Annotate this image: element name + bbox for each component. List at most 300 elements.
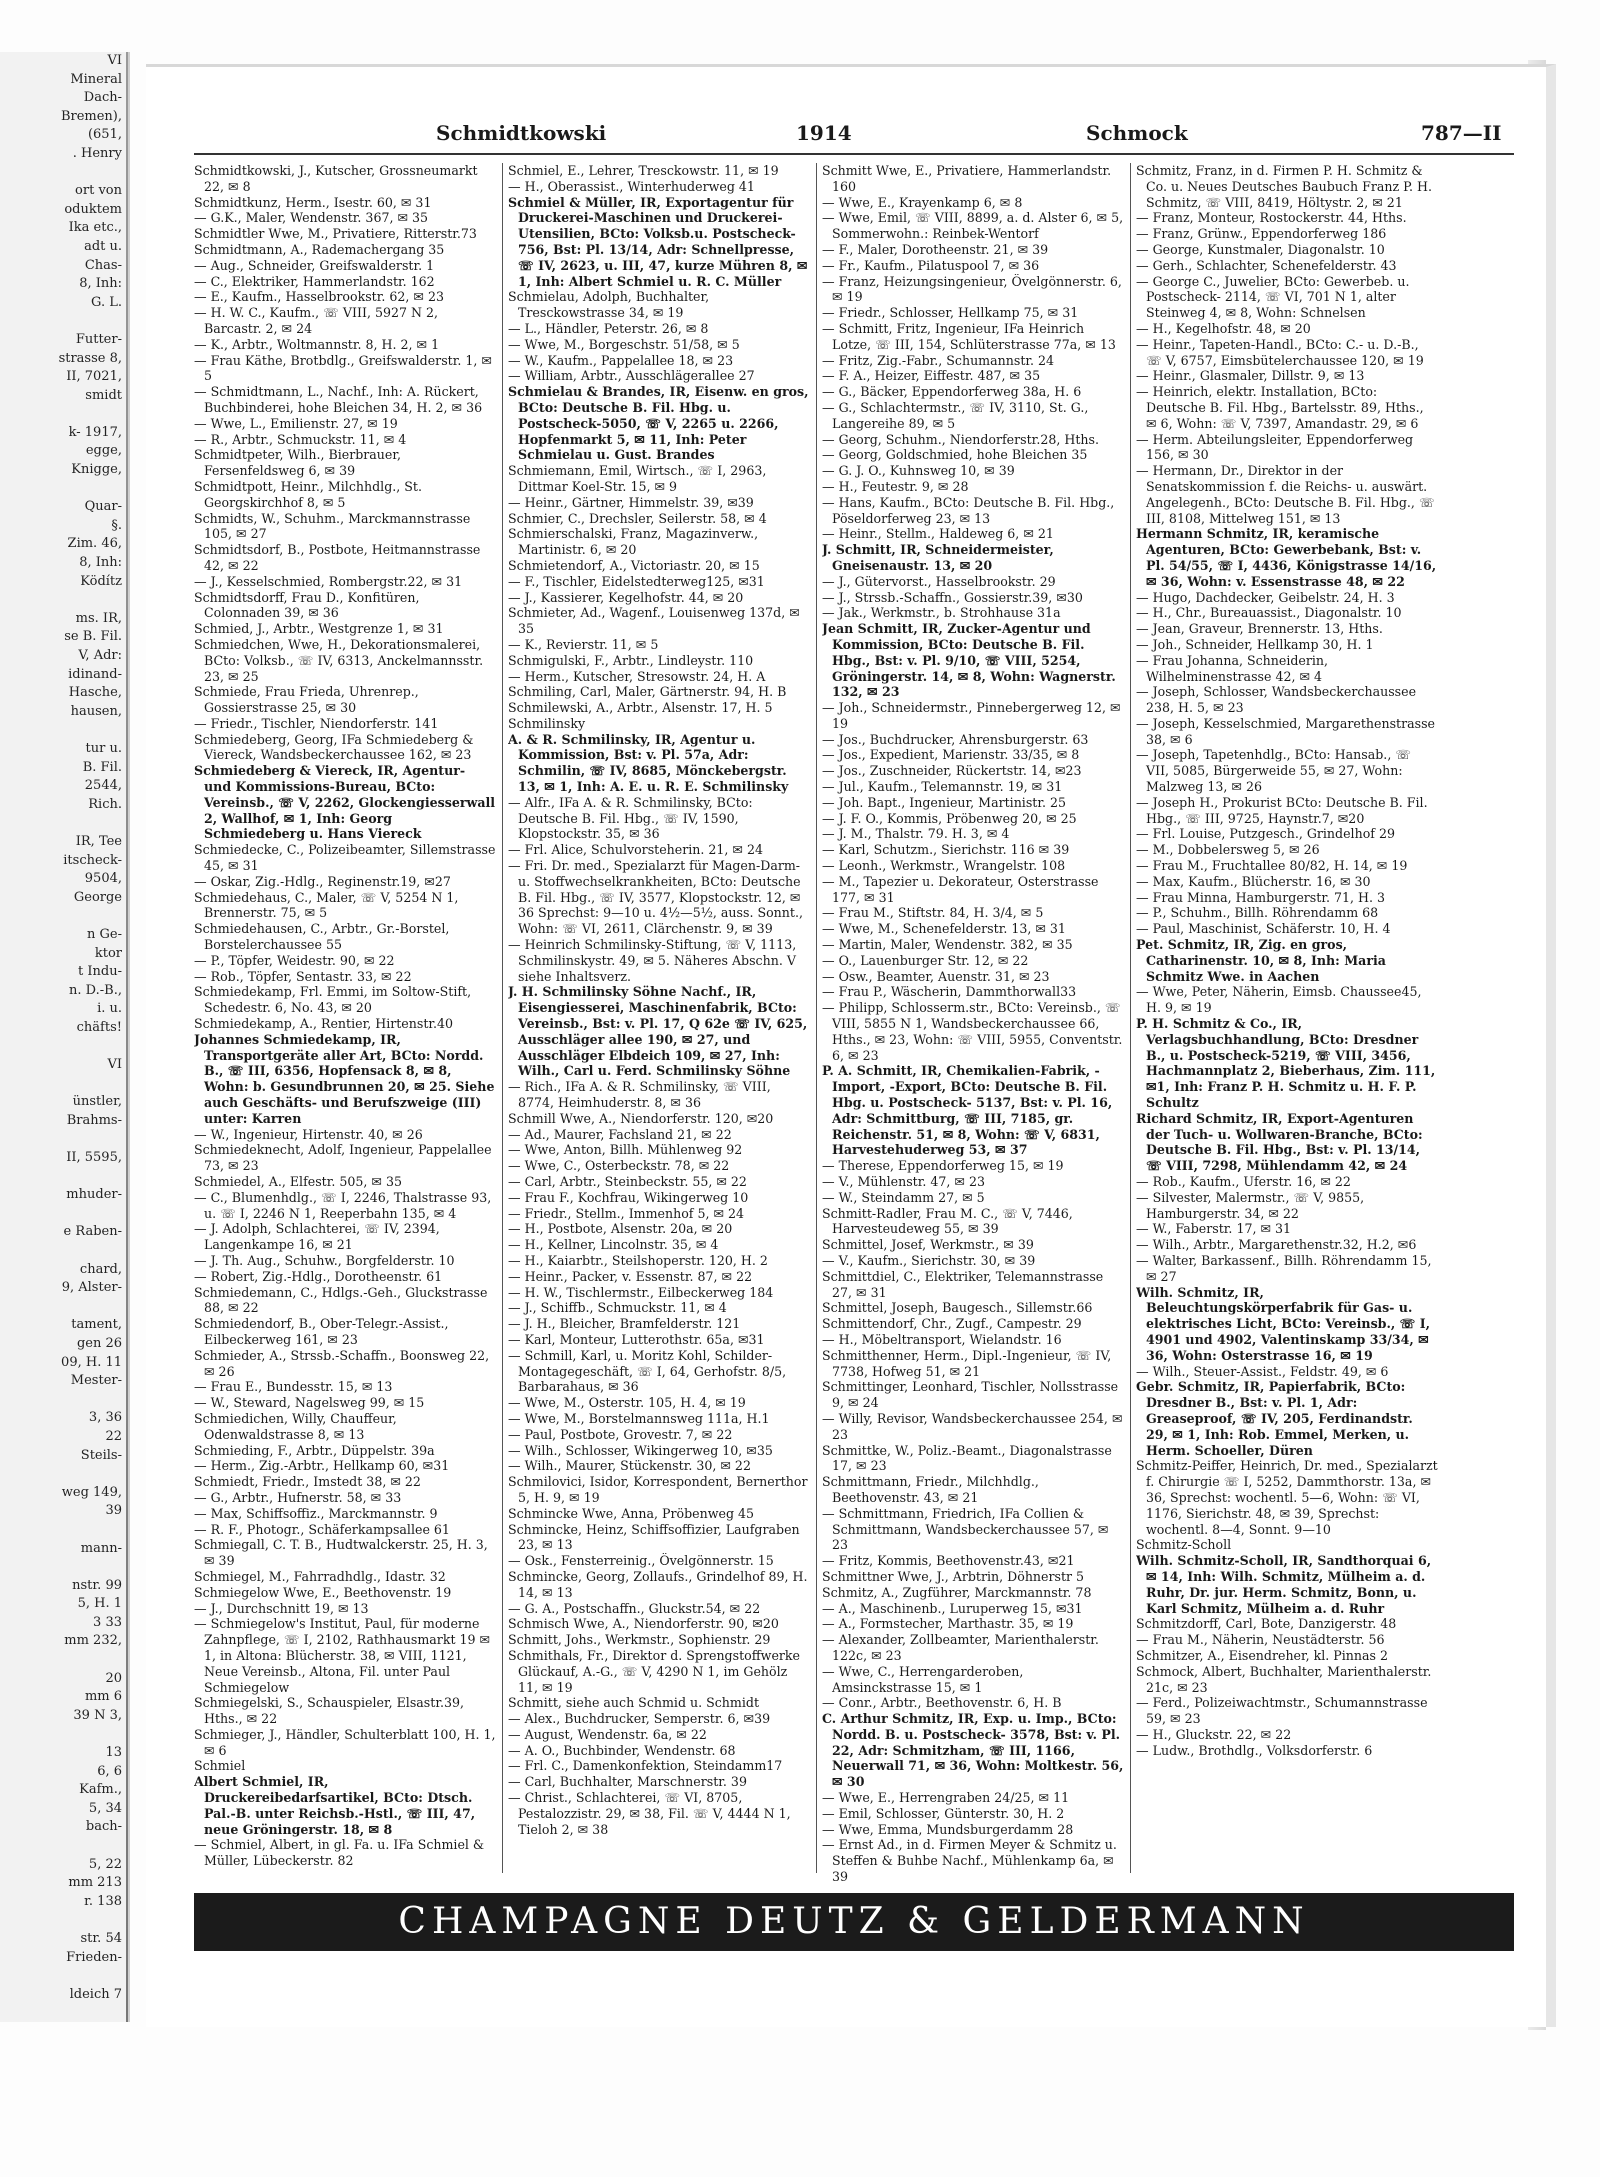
directory-entry: Schmidtkunz, Herm., Isestr. 60, ✉ 31 bbox=[194, 194, 432, 210]
directory-entry: — Max, Schiffsoffiz., Marckmannstr. 9 bbox=[194, 1505, 438, 1521]
directory-entry: — Joh. Bapt., Ingenieur, Martinistr. 25 bbox=[822, 794, 1067, 810]
directory-entry: Schmitz-Scholl bbox=[1136, 1537, 1232, 1553]
directory-entry: Schmiede, Frau Frieda, Uhrenrep., Gossierstrasse 25, ✉ 30 bbox=[194, 684, 419, 716]
directory-entry: — A., Maschinenb., Luruperweg 15, ✉31 bbox=[822, 1600, 1083, 1616]
margin-fragment: 5, 22 bbox=[88, 1856, 122, 1872]
directory-entry: — C., Elektriker, Hammerlandstr. 162 bbox=[194, 273, 435, 289]
header-right-keyword: Schmock bbox=[1086, 121, 1188, 145]
margin-fragment bbox=[0, 1837, 128, 1856]
directory-entry: — Heinrich Schmilinsky-Stiftung, ☏ V, 1113, Schmilinskystr. 49, ✉ 5. Näheres Abschn. V siehe Inhaltsverz. bbox=[508, 937, 797, 984]
directory-entry: — Frau Käthe, Brotbdlg., Greifswalderstr. 1, ✉ 5 bbox=[194, 352, 492, 384]
book-spine bbox=[126, 52, 130, 2022]
margin-fragment: Zim. 46, bbox=[67, 536, 122, 552]
directory-entry: Schmitz, Franz, in d. Firmen P. H. Schmitz & Co. u. Neues Deutsches Baubuch Franz P. H. Schmitz, ☏ VIII, 8419, Höltystr. 2, ✉ 21 bbox=[1136, 163, 1433, 210]
directory-entry: Schmiedendorf, B., Ober-Telegr.-Assist., Eilbeckerweg 161, ✉ 23 bbox=[194, 1316, 449, 1347]
directory-entry: — Joseph, Tapetenhdlg., BCto: Hansab., ☏ VII, 5085, Bürgerweide 55, ✉ 27, Wohn: Malzweg 13, ✉ 26 bbox=[1136, 747, 1412, 795]
directory-entry: — Therese, Eppendorferweg 15, ✉ 19 bbox=[822, 1158, 1064, 1174]
directory-entry: — Wwe, M., Schenefelderstr. 13, ✉ 31 bbox=[822, 921, 1066, 937]
directory-entry: Schmigulski, F., Arbtr., Lindleystr. 110 bbox=[508, 652, 754, 668]
directory-entry: Schmiegel, M., Fahrradhdlg., Idastr. 32 bbox=[194, 1568, 446, 1584]
directory-entry: P. H. Schmitz & Co., IR, Verlagsbuchhandlung, BCto: Dresdner B., u. Postscheck-5219, ☏ VIII, 3456, Hachmannplatz 2, Bieberhaus, Zim. 111, ✉1, Inh: Franz P. H. Schmitz u. H. F. P. Schultz bbox=[1136, 1016, 1436, 1111]
page-header bbox=[146, 121, 1546, 155]
directory-entry: — Wwe, Peter, Näherin, Eimsb. Chaussee45, H. 9, ✉ 19 bbox=[1136, 984, 1422, 1016]
margin-fragment: mm 213 bbox=[68, 1875, 122, 1891]
directory-entry: — Hermann, Dr., Direktor in der Senatskommission f. die Reichs- u. auswärt. Angelegenh., BCto: Deutsche B. Fil. Hbg., ☏ III, 8108, Mittelweg 151, ✉ 13 bbox=[1136, 463, 1435, 526]
directory-entry: — Schmitt, Fritz, Ingenieur, IFa Heinrich Lotze, ☏ III, 154, Schlüterstrasse 77a, ✉ 13 bbox=[822, 320, 1116, 352]
margin-fragment: VI bbox=[107, 53, 122, 68]
margin-fragment: 9, Alster- bbox=[61, 1280, 122, 1296]
directory-entry: — P., Schuhm., Billh. Röhrendamm 68 bbox=[1136, 905, 1379, 921]
directory-entry: — Ernst Ad., in d. Firmen Meyer & Schmitz u. Steffen & Buhbe Nachf., Mühlenkamp 6a, ✉ 39 bbox=[822, 1837, 1117, 1885]
directory-entry: Schmidtsdorf, B., Postbote, Heitmannstrasse 42, ✉ 22 bbox=[194, 542, 481, 573]
directory-entry: Gebr. Schmitz, IR, Papierfabrik, BCto: Dresdner B., Bst: v. Pl. 1, Adr: Greaseproof, ☏ IV, 205, Ferdinandstr. 29, ✉ 1, Inh: Rob. Emmel, Merken, u. Herm. Schoeller, Düren bbox=[1136, 1379, 1413, 1458]
margin-fragment: (651, bbox=[87, 127, 122, 143]
previous-page-fragments bbox=[0, 52, 128, 2004]
directory-entry: — Wilh., Maurer, Stückenstr. 30, ✉ 22 bbox=[508, 1458, 751, 1474]
margin-fragment: chard, bbox=[79, 1261, 122, 1277]
column-divider bbox=[1130, 163, 1131, 1873]
margin-fragment bbox=[0, 814, 128, 833]
column-1 bbox=[194, 163, 496, 2013]
directory-entry: — Joseph, Schlosser, Wandsbeckerchaussee 238, H. 5, ✉ 23 bbox=[1136, 684, 1417, 716]
margin-fragment bbox=[0, 1967, 128, 1986]
margin-fragment: Chas- bbox=[84, 257, 122, 273]
margin-fragment: n Ge- bbox=[87, 926, 122, 942]
margin-fragment bbox=[0, 591, 128, 610]
margin-fragment bbox=[0, 480, 128, 499]
margin-fragment bbox=[0, 1391, 128, 1410]
directory-entry: — Wwe, Emma, Mundsburgerdamm 28 bbox=[822, 1821, 1074, 1837]
directory-entry: — J., Kesselschmied, Rombergstr.22, ✉ 31 bbox=[194, 573, 463, 589]
margin-fragment: 20 bbox=[105, 1670, 122, 1686]
directory-entry: Schmitt Wwe, E., Privatiere, Hammerlandstr. 160 bbox=[822, 163, 1112, 194]
margin-fragment: Rich. bbox=[88, 796, 122, 812]
margin-fragment: Mester- bbox=[70, 1373, 122, 1389]
directory-entry: — A., Formstecher, Marthastr. 35, ✉ 19 bbox=[822, 1616, 1074, 1632]
directory-entry: Schmittner Wwe, J., Arbtrin, Döhnerstr 5 bbox=[822, 1568, 1085, 1584]
directory-entry: — Friedr., Tischler, Niendorferstr. 141 bbox=[194, 715, 439, 731]
directory-entry: — W., Kaufm., Pappelallee 18, ✉ 23 bbox=[508, 352, 734, 368]
directory-entry: — Wwe, Anton, Billh. Mühlenweg 92 bbox=[508, 1142, 743, 1158]
margin-fragment: tament, bbox=[71, 1317, 122, 1333]
margin-fragment: Dach- bbox=[83, 90, 122, 106]
margin-fragment bbox=[0, 1558, 128, 1577]
page-number: 787—II bbox=[1421, 121, 1502, 145]
directory-entry: — W., Steindamm 27, ✉ 5 bbox=[822, 1189, 985, 1205]
directory-entry: — Wwe, M., Borgeschstr. 51/58, ✉ 5 bbox=[508, 336, 740, 352]
directory-entry: Schmitt, Johs., Werkmstr., Sophienstr. 29 bbox=[508, 1632, 771, 1648]
directory-entry: — Frl. Louise, Putzgesch., Grindelhof 29 bbox=[1136, 826, 1395, 842]
directory-entry: — Heinr., Glasmaler, Dillstr. 9, ✉ 13 bbox=[1136, 368, 1365, 384]
directory-entry: Schmietendorf, A., Victoriastr. 20, ✉ 15 bbox=[508, 557, 760, 573]
directory-entry: — Jean, Graveur, Brennerstr. 13, Hths. bbox=[1136, 621, 1383, 637]
directory-entry: — V., Mühlenstr. 47, ✉ 23 bbox=[822, 1174, 985, 1189]
directory-entry: — Alfr., IFa A. & R. Schmilinsky, BCto: Deutsche B. Fil. Hbg., ☏ IV, 1590, Klopstockstr. 35, ✉ 36 bbox=[508, 794, 753, 842]
margin-fragment: weg 149, bbox=[61, 1484, 122, 1500]
directory-entry: — J. M., Thalstr. 79. H. 3, ✉ 4 bbox=[822, 826, 1010, 842]
directory-entry: — H., Oberassist., Winterhuderweg 41 bbox=[508, 178, 755, 194]
margin-fragment: IR, Tee bbox=[75, 833, 122, 849]
directory-entry: Schmiedeberg, Georg, IFa Schmiedeberg & Viereck, Wandsbeckerchaussee 162, ✉ 23 bbox=[194, 731, 474, 763]
directory-entry: — Schmill, Karl, u. Moritz Kohl, Schilder-Montagegeschäft, ☏ I, 64, Gerhofstr. 8/5, Barbarahaus, ✉ 36 bbox=[508, 1347, 787, 1395]
margin-fragment bbox=[0, 1130, 128, 1149]
directory-entry: — A. O., Buchbinder, Wendenstr. 68 bbox=[508, 1742, 736, 1758]
directory-page bbox=[146, 64, 1556, 2027]
directory-entry: — Frau Minna, Hamburgerstr. 71, H. 3 bbox=[1136, 889, 1385, 905]
directory-entry: — P., Töpfer, Weidestr. 90, ✉ 22 bbox=[194, 952, 395, 968]
margin-fragment bbox=[0, 1651, 128, 1670]
margin-fragment: mhuder- bbox=[66, 1187, 122, 1203]
directory-entry: — Robert, Zig.-Hdlg., Dorotheenstr. 61 bbox=[194, 1268, 443, 1284]
directory-entry: Richard Schmitz, IR, Export-Agenturen der Tuch- u. Wollwaren-Branche, BCto: Deutsche B. Fil. Hbg., Bst: v. Pl. 13/14, ☏ VIII, 7298, Mühlendamm 42, ✉ 24 bbox=[1136, 1110, 1423, 1174]
directory-entry: Schmiedichen, Willy, Chauffeur, Odenwaldstrasse 8, ✉ 13 bbox=[194, 1410, 397, 1442]
directory-entry: Schmied, J., Arbtr., Westgrenze 1, ✉ 31 bbox=[194, 621, 444, 637]
directory-entry: — Friedr., Stellm., Immenhof 5, ✉ 24 bbox=[508, 1205, 745, 1221]
margin-fragment: ort von bbox=[75, 183, 122, 199]
directory-entry: — Wilh., Steuer-Assist., Feldstr. 49, ✉ 6 bbox=[1136, 1363, 1389, 1379]
directory-entry: Schmidtmann, A., Rademachergang 35 bbox=[194, 241, 445, 257]
margin-fragment bbox=[0, 1465, 128, 1484]
directory-entry: — Emil, Schlosser, Günterstr. 30, H. 2 bbox=[822, 1805, 1065, 1821]
directory-entry: Schmittendorf, Chr., Zugf., Campestr. 29 bbox=[822, 1316, 1082, 1332]
margin-fragment: Bremen), bbox=[60, 108, 122, 124]
directory-entry: Hermann Schmitz, IR, keramische Agenturen, BCto: Gewerbebank, Bst: v. Pl. 54/55, ☏ I, 4436, Königstrasse 14/16, ✉ 36, Wohn: v. Essenstrasse 48, ✉ 22 bbox=[1136, 526, 1437, 589]
directory-entry: Schmielau & Brandes, IR, Eisenw. en gros, BCto: Deutsche B. Fil. Hbg. u. Postscheck-5050, ☏ V, 2265 u. 2266, Hopfenmarkt 5, ✉ 11, Inh: Peter Schmielau u. Gust. Brandes bbox=[508, 384, 809, 463]
directory-entry: — Heinrich, elektr. Installation, BCto: Deutsche B. Fil. Hbg., Bartelsstr. 89, Hths., ✉ 6, Wohn: ☏ V, 7397, Amandastr. 29, ✉ 6 bbox=[1136, 384, 1424, 431]
directory-entry: — Conr., Arbtr., Beethovenstr. 6, H. B bbox=[822, 1695, 1062, 1711]
margin-fragment bbox=[0, 1725, 128, 1744]
directory-entry: — Martin, Maler, Wendenstr. 382, ✉ 35 bbox=[822, 937, 1073, 953]
directory-entry: — Hugo, Dachdecker, Geibelstr. 24, H. 3 bbox=[1136, 589, 1395, 605]
directory-entry: — Joseph, Kesselschmied, Margarethenstrasse 38, ✉ 6 bbox=[1136, 715, 1436, 747]
directory-entry: Schmittdiel, C., Elektriker, Telemannstrasse 27, ✉ 31 bbox=[822, 1268, 1104, 1300]
directory-entry: Schmitt, siehe auch Schmid u. Schmidt bbox=[508, 1695, 760, 1711]
directory-entry: A. & R. Schmilinsky, IR, Agentur u. Kommission, Bst: v. Pl. 57a, Adr: Schmilin, ☏ IV, 8685, Mönckebergstr. 13, ✉ 1, Inh: A. E. u. R. E. Schmilinsky bbox=[508, 731, 789, 795]
margin-fragment: bach- bbox=[85, 1819, 122, 1835]
advertisement-banner: CHAMPAGNE DEUTZ & GELDERMANN bbox=[194, 1893, 1514, 1951]
margin-fragment: strasse 8, bbox=[58, 350, 122, 366]
directory-entry: — Frau M., Stiftstr. 84, H. 3/4, ✉ 5 bbox=[822, 905, 1044, 921]
directory-entry: — Walter, Barkassenf., Billh. Röhrendamm 15, ✉ 27 bbox=[1136, 1252, 1432, 1284]
directory-entry: — Franz, Monteur, Rostockerstr. 44, Hths. bbox=[1136, 210, 1407, 226]
margin-fragment: B. Fil. bbox=[82, 759, 122, 775]
directory-entry: — J., Gütervorst., Hasselbrookstr. 29 bbox=[822, 573, 1056, 589]
directory-entry: — Wwe, M., Osterstr. 105, H. 4, ✉ 19 bbox=[508, 1395, 746, 1411]
directory-entry: — G., Bäcker, Eppendorferweg 38a, H. 6 bbox=[822, 384, 1082, 400]
directory-entry: — Leonh., Werkmstr., Wrangelstr. 108 bbox=[822, 858, 1066, 874]
directory-entry: — J., Schiffb., Schmuckstr. 11, ✉ 4 bbox=[508, 1300, 727, 1316]
directory-entry: — Wwe, Emil, ☏ VIII, 8899, a. d. Alster 6, ✉ 5, Sommerwohn.: Reinbek-Wentorf bbox=[822, 210, 1124, 242]
directory-entry: — Alexander, Zollbeamter, Marienthalerstr. 122c, ✉ 23 bbox=[822, 1632, 1099, 1663]
margin-fragment: Frieden- bbox=[66, 1949, 122, 1965]
directory-entry: — H., Chr., Bureauassist., Diagonalstr. 10 bbox=[1136, 605, 1402, 621]
directory-entry: — Franz, Heizungsingenieur, Övelgönnerstr. 6, ✉ 19 bbox=[822, 273, 1122, 305]
directory-entry: — M., Tapezier u. Dekorateur, Osterstrasse 177, ✉ 31 bbox=[822, 873, 1099, 905]
directory-entry: Schmieger, J., Händler, Schulterblatt 100, H. 1, ✉ 6 bbox=[194, 1726, 496, 1758]
header-left-keyword: Schmidtkowski bbox=[436, 121, 607, 145]
margin-fragment: tur u. bbox=[85, 740, 122, 756]
directory-entry: Schmiel bbox=[194, 1758, 246, 1774]
directory-entry: Schmittel, Joseph, Baugesch., Sillemstr.66 bbox=[822, 1300, 1093, 1316]
margin-fragment: 3 33 bbox=[93, 1614, 122, 1630]
directory-entry: — Franz, Grünw., Eppendorferweg 186 bbox=[1136, 226, 1387, 242]
margin-fragment: §. bbox=[111, 517, 122, 533]
directory-entry: — Frau P., Wäscherin, Dammthorwall33 bbox=[822, 984, 1077, 1000]
directory-entry: Schmitzer, A., Eisendreher, kl. Pinnas 2 bbox=[1136, 1647, 1389, 1663]
directory-entry: Pet. Schmitz, IR, Zig. en gros, Catharinenstr. 10, ✉ 8, Inh: Maria Schmitz Wwe. in Aachen bbox=[1136, 937, 1386, 984]
directory-entry: — Wilh., Schlosser, Wikingerweg 10, ✉35 bbox=[508, 1442, 773, 1458]
margin-fragment: chäfts! bbox=[76, 1019, 122, 1035]
margin-fragment: egge, bbox=[85, 443, 122, 459]
margin-fragment: 8, Inh: bbox=[79, 555, 122, 571]
margin-fragment: mann- bbox=[80, 1540, 122, 1556]
directory-entry: — K., Revierstr. 11, ✉ 5 bbox=[508, 636, 659, 652]
directory-entry: — Schmittmann, Friedrich, IFa Collien & Schmittmann, Wandsbeckerchaussee 57, ✉ 23 bbox=[822, 1505, 1109, 1553]
directory-entry: Albert Schmiel, IR, Druckereibedarfsartikel, BCto: Dtsch. Pal.-B. unter Reichsb.-Hstl., ☏ III, 47, neue Gröningerstr. 18, ✉ 8 bbox=[194, 1774, 476, 1837]
directory-entry: Schmiedekamp, A., Rentier, Hirtenstr.40 bbox=[194, 1016, 454, 1032]
directory-entry: Schmiedecke, C., Polizeibeamter, Sillemstrasse 45, ✉ 31 bbox=[194, 842, 496, 874]
margin-fragment: se B. Fil. bbox=[64, 629, 122, 645]
margin-fragment: Quar- bbox=[84, 499, 122, 515]
directory-entry: Schmitz-Peiffer, Heinrich, Dr. med., Spezialarzt f. Chirurgie ☏ I, 5252, Dammthorstr. 13a, ✉ 36, Sprechst: wochentl. 5—6, Wohn: ☏ VI, 1176, Sierichstr. 48, ✉ 39, Sprechst: wochentl. 8—4, Sonnt. 9—10 bbox=[1136, 1458, 1438, 1537]
directory-entry: — Frau Johanna, Schneiderin, Wilhelminenstrasse 42, ✉ 4 bbox=[1136, 652, 1329, 684]
directory-entry: — G., Arbtr., Hufnerstr. 58, ✉ 33 bbox=[194, 1489, 402, 1505]
directory-entry: Schmiegelski, S., Schauspieler, Elsastr.39, Hths., ✉ 22 bbox=[194, 1695, 464, 1727]
directory-entry: Wilh. Schmitz, IR, Beleuchtungskörperfabrik für Gas- u. elektrisches Licht, BCto: Vereinsb., ☏ I, 4901 und 4902, Valentinskamp 33/34, ✉ 36, Wohn: Osterstrasse 16, ✉ 19 bbox=[1136, 1284, 1431, 1363]
directory-entry: — Fritz, Zig.-Fabr., Schumannstr. 24 bbox=[822, 352, 1055, 368]
directory-entry: Schmierschalski, Franz, Magazinverw., Martinistr. 6, ✉ 20 bbox=[508, 526, 759, 558]
directory-entry: Schmidtkowski, J., Kutscher, Grossneumarkt 22, ✉ 8 bbox=[194, 163, 478, 194]
margin-fragment: 6, 6 bbox=[97, 1763, 122, 1779]
directory-entry: — J. Adolph, Schlachterei, ☏ IV, 2394, Langenkampe 16, ✉ 21 bbox=[194, 1221, 440, 1253]
directory-entry: — Gerh., Schlachter, Schenefelderstr. 43 bbox=[1136, 257, 1397, 273]
margin-fragment: 9504, bbox=[84, 871, 122, 887]
margin-fragment: mm 6 bbox=[84, 1689, 122, 1705]
directory-entry: Schmitt-Radler, Frau M. C., ☏ V, 7446, Harvesteudeweg 55, ✉ 39 bbox=[822, 1205, 1073, 1237]
margin-fragment: itscheck- bbox=[63, 852, 122, 868]
margin-fragment bbox=[0, 1168, 128, 1187]
margin-fragment: oduktem bbox=[64, 201, 122, 217]
directory-entry: — J. Th. Aug., Schuhw., Borgfelderstr. 10 bbox=[194, 1252, 455, 1268]
directory-entry: — O., Lauenburger Str. 12, ✉ 22 bbox=[822, 952, 1029, 968]
directory-entry: — Karl, Monteur, Lutterothstr. 65a, ✉31 bbox=[508, 1331, 765, 1347]
directory-entry: — J., Durchschnitt 19, ✉ 13 bbox=[194, 1600, 369, 1616]
margin-fragment: II, 7021, bbox=[66, 369, 122, 385]
directory-entry: — Jul., Kaufm., Telemannstr. 19, ✉ 31 bbox=[822, 779, 1063, 795]
margin-fragment: 22 bbox=[105, 1428, 122, 1444]
margin-fragment bbox=[0, 1911, 128, 1930]
directory-entry: — R. F., Photogr., Schäferkampsallee 61 bbox=[194, 1521, 450, 1537]
directory-entry: Wilh. Schmitz-Scholl, IR, Sandthorquai 6, ✉ 14, Inh: Wilh. Schmitz, Mülheim a. d. Ruhr, Dr. jur. Herm. Schmitz, Bonn, u. Karl Schmitz, Mülheim a. d. Ruhr bbox=[1136, 1553, 1432, 1616]
directory-entry: — Wwe, C., Osterbeckstr. 78, ✉ 22 bbox=[508, 1158, 730, 1174]
margin-fragment: 2544, bbox=[84, 778, 122, 794]
directory-entry: Schmincke, Georg, Zollaufs., Grindelhof 89, H. 14, ✉ 13 bbox=[508, 1568, 808, 1600]
directory-entry: — Jos., Zuschneider, Rückertstr. 14, ✉23 bbox=[822, 763, 1082, 779]
directory-entry: Schmock, Albert, Buchhalter, Marienthalerstr. 21c, ✉ 23 bbox=[1136, 1663, 1432, 1695]
directory-entry: — Joh., Schneider, Hellkamp 30, H. 1 bbox=[1136, 636, 1374, 652]
directory-entry: Schmidtsdorff, Frau D., Konfitüren, Colonnaden 39, ✉ 36 bbox=[194, 589, 420, 621]
directory-entry: Schmill Wwe, A., Niendorferstr. 120, ✉20 bbox=[508, 1110, 774, 1126]
directory-entry: — Philipp, Schlosserm.str., BCto: Vereinsb., ☏ VIII, 5855 N 1, Wandsbeckerchaussee 66, Hths., ✉ 23, Wohn: ☏ VIII, 5955, Conventstr. 6, ✉ 23 bbox=[822, 1000, 1123, 1063]
margin-fragment: idinand- bbox=[68, 666, 122, 682]
directory-entry: — Wwe, M., Borstelmannsweg 111a, H.1 bbox=[508, 1410, 770, 1426]
margin-fragment: 5, 34 bbox=[88, 1800, 122, 1816]
margin-fragment bbox=[0, 312, 128, 331]
directory-entry: — Wwe, C., Herrengarderoben, Amsinckstrasse 15, ✉ 1 bbox=[822, 1663, 1024, 1695]
directory-entry: — Osk., Fensterreinig., Övelgönnerstr. 15 bbox=[508, 1553, 774, 1569]
directory-entry: — Aug., Schneider, Greifswalderstr. 1 bbox=[194, 257, 435, 273]
directory-entry: — V., Kaufm., Sierichstr. 30, ✉ 39 bbox=[822, 1252, 1036, 1268]
directory-entry: Schmittmann, Friedr., Milchhdlg., Beethovenstr. 43, ✉ 21 bbox=[822, 1474, 1039, 1505]
directory-entry: Schmilovici, Isidor, Korrespondent, Bernerthor 5, H. 9, ✉ 19 bbox=[508, 1474, 808, 1505]
margin-fragment: Kafm., bbox=[79, 1782, 122, 1798]
directory-entry: Schmittke, W., Poliz.-Beamt., Diagonalstrasse 17, ✉ 23 bbox=[822, 1442, 1112, 1474]
directory-entry: — L., Händler, Peterstr. 26, ✉ 8 bbox=[508, 320, 709, 336]
directory-entry: — Fri. Dr. med., Spezialarzt für Magen-Darm- u. Stoffwechselkrankheiten, BCto: Deutsche B. Fil. Hbg., ☏ IV, 3577, Klopstockstr. 12, ✉ 36 Sprechst: 9—10 u. 4½—5½, auss. Sonnt., Wohn: ☏ VI, 2611, Clärchenstr. 9, ✉ 39 bbox=[508, 858, 803, 937]
directory-entry: — J. H., Bleicher, Bramfelderstr. 121 bbox=[508, 1316, 741, 1332]
directory-entry: — Ferd., Polizeiwachtmstr., Schumannstrasse 59, ✉ 23 bbox=[1136, 1695, 1428, 1727]
directory-entry: — Heinr., Stellm., Haldeweg 6, ✉ 21 bbox=[822, 526, 1054, 542]
column-divider bbox=[502, 163, 503, 1873]
directory-entry: Schmincke, Heinz, Schiffsoffizier, Laufgraben 23, ✉ 13 bbox=[508, 1521, 800, 1553]
directory-entry: — H., Feutestr. 9, ✉ 28 bbox=[822, 478, 969, 494]
directory-entry: — W., Ingenieur, Hirtenstr. 40, ✉ 26 bbox=[194, 1126, 423, 1142]
margin-fragment bbox=[0, 1242, 128, 1261]
directory-entry: Schmidtpeter, Wilh., Bierbrauer, Fersenfeldsweg 6, ✉ 39 bbox=[194, 447, 402, 479]
directory-entry: — Georg, Goldschmied, hohe Bleichen 35 bbox=[822, 447, 1088, 463]
directory-entry: — H., Gluckstr. 22, ✉ 22 bbox=[1136, 1726, 1292, 1742]
directory-entry: Schmiegelow Wwe, E., Beethovenstr. 19 bbox=[194, 1584, 452, 1600]
directory-entry: — W., Faberstr. 17, ✉ 31 bbox=[1136, 1221, 1292, 1237]
directory-entry: — G., Schlachtermstr., ☏ IV, 3110, St. G., Langereihe 89, ✉ 5 bbox=[822, 399, 1089, 431]
directory-entry: Schmieder, A., Strssb.-Schaffn., Boonsweg 22, ✉ 26 bbox=[194, 1347, 490, 1379]
directory-entry: Schmiedeknecht, Adolf, Ingenieur, Pappelallee 73, ✉ 23 bbox=[194, 1142, 492, 1174]
margin-fragment: Ika etc., bbox=[68, 220, 122, 236]
directory-entry: — H. W., Tischlermstr., Eilbeckerweg 184 bbox=[508, 1284, 774, 1300]
directory-entry: — Frau M., Näherin, Neustädterstr. 56 bbox=[1136, 1632, 1385, 1648]
directory-entry: — E., Kaufm., Hasselbrookstr. 62, ✉ 23 bbox=[194, 289, 444, 305]
directory-entry: — Osw., Beamter, Auenstr. 31, ✉ 23 bbox=[822, 968, 1050, 984]
directory-entry: Schmielau, Adolph, Buchhalter, Tresckowstrasse 34, ✉ 19 bbox=[508, 289, 710, 321]
directory-entry: — H., Postbote, Alsenstr. 20a, ✉ 20 bbox=[508, 1221, 733, 1237]
margin-fragment: ktor bbox=[94, 945, 122, 961]
directory-entry: — H., Möbeltransport, Wielandstr. 16 bbox=[822, 1331, 1062, 1347]
directory-entry: Schmiedehaus, C., Maler, ☏ V, 5254 N 1, Brennerstr. 75, ✉ 5 bbox=[194, 889, 459, 921]
margin-fragment: Mineral bbox=[70, 71, 122, 87]
directory-entry: — Fr., Kaufm., Pilatuspool 7, ✉ 36 bbox=[822, 257, 1040, 273]
directory-entry: Schmitzdorff, Carl, Bote, Danzigerstr. 48 bbox=[1136, 1616, 1397, 1632]
directory-entry: — Herm., Kutscher, Stresowstr. 24, H. A bbox=[508, 668, 766, 684]
directory-entry: — G. A., Postschaffn., Gluckstr.54, ✉ 22 bbox=[508, 1600, 761, 1616]
margin-fragment: t Indu- bbox=[78, 964, 122, 980]
directory-entry: — Georg, Schuhm., Niendorferstr.28, Hths. bbox=[822, 431, 1099, 447]
directory-entry: — Willy, Revisor, Wandsbeckerchaussee 254, ✉ 23 bbox=[822, 1410, 1123, 1442]
directory-entry: — Alex., Buchdrucker, Semperstr. 6, ✉39 bbox=[508, 1711, 771, 1727]
directory-entry: Schmier, C., Drechsler, Seilerstr. 58, ✉ 4 bbox=[508, 510, 767, 526]
column-2 bbox=[508, 163, 810, 2013]
directory-entry: Schmisch Wwe, A., Niendorferstr. 90, ✉20 bbox=[508, 1616, 779, 1632]
margin-fragment: mm 232, bbox=[64, 1633, 122, 1649]
directory-entry: Schmiedchen, Wwe, H., Dekorationsmalerei, BCto: Volksb., ☏ IV, 6313, Anckelmannsstr. 23, ✉ 25 bbox=[194, 636, 484, 684]
margin-fragment: ms. IR, bbox=[75, 610, 122, 626]
directory-entry: — Wwe, E., Herrengraben 24/25, ✉ 11 bbox=[822, 1790, 1070, 1806]
margin-fragment: Brahms- bbox=[66, 1112, 122, 1128]
directory-entry: Schmittinger, Leonhard, Tischler, Nollsstrasse 9, ✉ 24 bbox=[822, 1379, 1119, 1411]
margin-fragment: hausen, bbox=[70, 703, 122, 719]
directory-entry: — Paul, Postbote, Grovestr. 7, ✉ 22 bbox=[508, 1426, 733, 1442]
margin-fragment: V, Adr: bbox=[78, 648, 122, 663]
directory-entry: — Schmidtmann, L., Nachf., Inh: A. Rückert, Buchbinderei, hohe Bleichen 34, H. 2, ✉ 36 bbox=[194, 384, 483, 415]
directory-entry: C. Arthur Schmitz, IR, Exp. u. Imp., BCto: Nordd. B. u. Postscheck- 3578, Bst: v. Pl. 22, Adr: Schmitzham, ☏ III, 1166, Neuerwall 71, ✉ 36, Wohn: Moltkestr. 56, ✉ 30 bbox=[822, 1711, 1124, 1790]
margin-fragment: VI bbox=[107, 1057, 122, 1073]
directory-entry: — J., Kassierer, Kegelhofstr. 44, ✉ 20 bbox=[508, 589, 744, 605]
directory-entry: — Christ., Schlachterei, ☏ VI, 8705, Pestalozzistr. 29, ✉ 38, Fil. ☏ V, 4444 N 1, Tieloh 2, ✉ 38 bbox=[508, 1790, 791, 1837]
directory-entry: — H., Kaiarbtr., Steilshoperstr. 120, H. 2 bbox=[508, 1252, 768, 1268]
directory-entry: — Rob., Töpfer, Sentastr. 33, ✉ 22 bbox=[194, 968, 412, 984]
margin-fragment: II, 5595, bbox=[66, 1150, 122, 1166]
directory-entry: Schmiedt, Friedr., Imstedt 38, ✉ 22 bbox=[194, 1474, 421, 1490]
directory-entry: Schmiling, Carl, Maler, Gärtnerstr. 94, H. B bbox=[508, 684, 787, 700]
margin-fragment: ldeich 7 bbox=[69, 1986, 122, 2002]
margin-fragment: i. u. bbox=[97, 1001, 122, 1017]
directory-entry: — K., Arbtr., Woltmannstr. 8, H. 2, ✉ 1 bbox=[194, 336, 440, 352]
directory-entry: Schmiel & Müller, IR, Exportagentur für Druckerei-Maschinen und Druckerei-Utensilien, BCto: Volksb.u. Postscheck- 756, Bst: Pl. 13/14, Adr: Schnellpresse, ☏ IV, 2623, u. III, 47, kurze Mühren 8, ✉ 1, Inh: Albert Schmiel u. R. C. Müller bbox=[508, 194, 808, 289]
directory-entry: Schmincke Wwe, Anna, Pröbenweg 45 bbox=[508, 1505, 755, 1521]
directory-entry: — G. J. O., Kuhnsweg 10, ✉ 39 bbox=[822, 463, 1015, 479]
directory-entry: — Frau M., Fruchtallee 80/82, H. 14, ✉ 19 bbox=[1136, 858, 1408, 874]
directory-entry: — Karl, Schutzm., Sierichstr. 116 ✉ 39 bbox=[822, 842, 1070, 858]
directory-entry: — Silvester, Malermstr., ☏ V, 9855, Hamburgerstr. 34, ✉ 22 bbox=[1136, 1189, 1365, 1221]
column-3 bbox=[822, 163, 1124, 2013]
directory-entry: — Wilh., Arbtr., Margarethenstr.32, H.2, ✉6 bbox=[1136, 1237, 1417, 1253]
margin-fragment: 39 bbox=[105, 1503, 122, 1519]
previous-page-edge bbox=[0, 52, 130, 2022]
directory-entry: Schmitthenner, Herm., Dipl.-Ingenieur, ☏ IV, 7738, Hofweg 51, ✉ 21 bbox=[822, 1347, 1112, 1379]
column-4 bbox=[1136, 163, 1438, 2013]
directory-entry: Schmiemann, Emil, Wirtsch., ☏ I, 2963, Dittmar Koel-Str. 15, ✉ 9 bbox=[508, 463, 767, 494]
margin-fragment bbox=[0, 907, 128, 926]
margin-fragment: gen 26 bbox=[76, 1335, 122, 1351]
directory-entry: — Herm. Abteilungsleiter, Eppendorferweg 156, ✉ 30 bbox=[1136, 431, 1414, 463]
directory-entry: — Schmiegelow's Institut, Paul, für moderne Zahnpflege, ☏ I, 2102, Rathhausmarkt 19 ✉ 1, in Altona: Blücherstr. 38, ✉ VIII, 1121, Neue Vereinsb., Altona, Fil. unter Paul Schmiegelow bbox=[194, 1616, 491, 1695]
directory-entry: — Heinr., Gärtner, Himmelstr. 39, ✉39 bbox=[508, 494, 754, 510]
directory-entry: Schmiedel, A., Elfestr. 505, ✉ 35 bbox=[194, 1174, 402, 1189]
directory-entry: Schmiedeberg & Viereck, IR, Agentur- und Kommissions-Bureau, BCto: Vereinsb., ☏ V, 2262, Glockengiesserwall 2, Wallhof, ✉ 1, Inh: Georg Schmiedeberg u. Hans Viereck bbox=[194, 763, 496, 842]
directory-entry: — Heinr., Tapeten-Handl., BCto: C.- u. D.-B., ☏ V, 6757, Eimsbütelerchaussee 120, ✉ 19 bbox=[1136, 336, 1424, 368]
margin-fragment: 8, Inh: bbox=[79, 276, 122, 292]
directory-entry: Schmiegall, C. T. B., Hudtwalckerstr. 25, H. 3, ✉ 39 bbox=[194, 1537, 488, 1569]
margin-fragment bbox=[0, 1298, 128, 1317]
directory-entry: — G.K., Maler, Wendenstr. 367, ✉ 35 bbox=[194, 210, 429, 226]
directory-entry: — Herm., Zig.-Arbtr., Hellkamp 60, ✉31 bbox=[194, 1458, 450, 1474]
directory-entry: Schmidtpott, Heinr., Milchhdlg., St. Georgskirchhof 8, ✉ 5 bbox=[194, 478, 422, 510]
directory-entry: Schmitz, A., Zugführer, Marckmannstr. 78 bbox=[822, 1584, 1092, 1600]
margin-fragment: 09, H. 11 bbox=[61, 1354, 122, 1370]
margin-fragment: smidt bbox=[85, 387, 122, 403]
margin-fragment bbox=[0, 721, 128, 740]
directory-entry: — H. W. C., Kaufm., ☏ VIII, 5927 N 2, Barcastr. 2, ✉ 24 bbox=[194, 305, 439, 336]
directory-entry: — Frl. C., Damenkonfektion, Steindamm17 bbox=[508, 1758, 783, 1774]
margin-fragment: Hasche, bbox=[68, 685, 122, 701]
margin-fragment: Futter- bbox=[75, 331, 122, 347]
margin-fragment: Ködítz bbox=[80, 573, 122, 589]
margin-fragment: 13 bbox=[105, 1745, 122, 1761]
directory-entry: — H., Kegelhofstr. 48, ✉ 20 bbox=[1136, 320, 1311, 336]
directory-entry: — F., Tischler, Eidelstedterweg125, ✉31 bbox=[508, 573, 765, 589]
directory-entry: — Frau E., Bundesstr. 15, ✉ 13 bbox=[194, 1379, 393, 1395]
margin-fragment: k- 1917, bbox=[68, 424, 122, 440]
directory-entry: — Frau F., Kochfrau, Wikingerweg 10 bbox=[508, 1189, 749, 1205]
